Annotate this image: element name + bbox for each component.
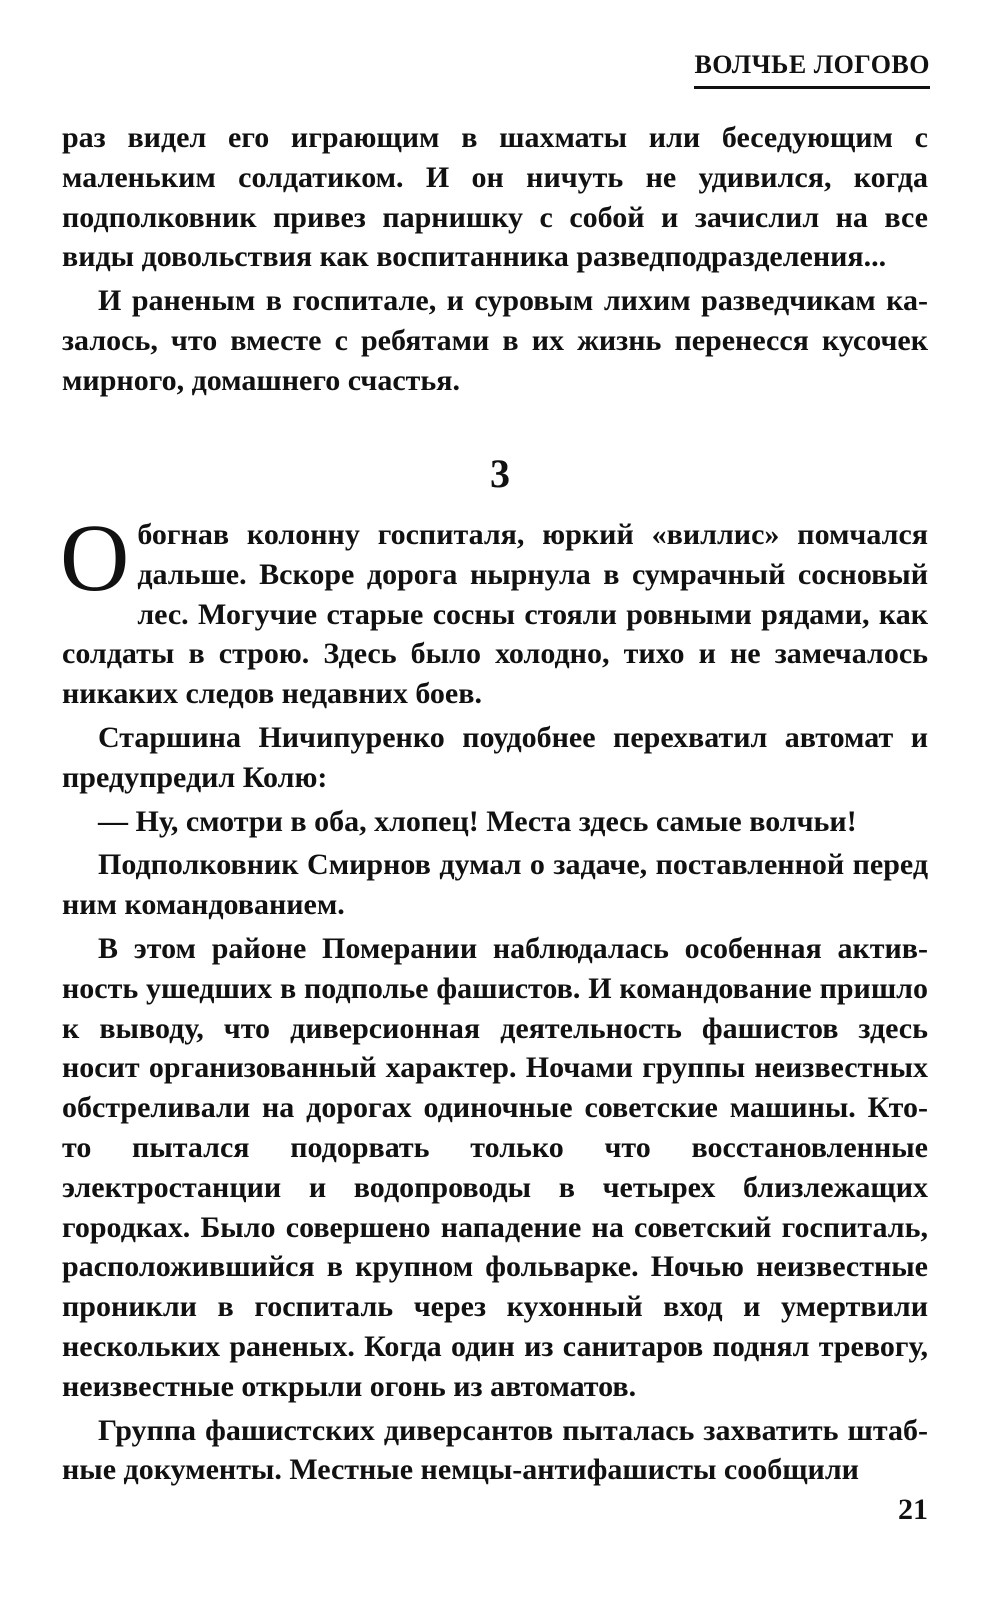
paragraph: Группа фашистских диверсантов пыталась захватить штабные документы. Местные немцы-антифашисты сообщили — [62, 1413, 928, 1487]
opening-paragraph — [60, 504, 928, 714]
drop-cap: О — [60, 504, 130, 611]
paragraph: Старшина Ничипуренко поудобнее перехватил автомат и предупредил Колю: — [62, 720, 928, 794]
chapter-text-block — [60, 504, 928, 1490]
paragraph: раз видел его играющим в шахматы или беседующим с маленьким солдатиком. И он ничуть не удивился, когда подполковник привез парнишку с собой и зачислил на все виды довольствия как воспитанника разведподразделения... — [62, 121, 928, 274]
paragraph: И раненым в госпитале, и суровым лихим разведчикам казалось, что вместе с ребятами в их жизнь перенесся кусочек мирного, домашнего счастья. — [62, 284, 928, 397]
paragraph: В этом районе Померании наблюдалась особенная активность ушедших в подполье фашистов. И командование пришло к выводу, что диверсионная деятельность фашистов здесь носит организованный характер. Ночами группы неизвестных обстреливали на дорогах одиночные советские машины. Кто-то пытался подорвать только что восстановленные электростанции и водопроводы в четырех близлежащих городках. Было совершено нападение на советский госпиталь, расположившийся в крупном фольварке. Ночью неизвестные проникли в госпиталь через кухонный вход и умертвили нескольких раненых. Когда один из санитаров поднял тревогу, неизвестные открыли огонь из автоматов. — [62, 931, 928, 1403]
opening-text: богнав колонну госпиталя, юркий «виллис» помчался дальше. Вскоре дорога нырнула в сумрачный сосновый лес. Могучие старые сосны стояли ровными рядами, как солдаты в строю. Здесь было холодно, тихо и не замечалось никаких следов недавних боев. — [62, 518, 928, 711]
paragraph: Подполковник Смирнов думал о задаче, поставленной перед ним командованием. — [62, 848, 928, 922]
page-number: 21 — [898, 1493, 928, 1526]
chapter-number: 3 — [490, 451, 510, 496]
running-title: ВОЛЧЬЕ ЛОГОВО — [694, 50, 930, 89]
paragraph: — Ну, смотри в оба, хлопец! Места здесь самые волчьи! — [98, 804, 857, 838]
top-text-block — [62, 118, 928, 401]
